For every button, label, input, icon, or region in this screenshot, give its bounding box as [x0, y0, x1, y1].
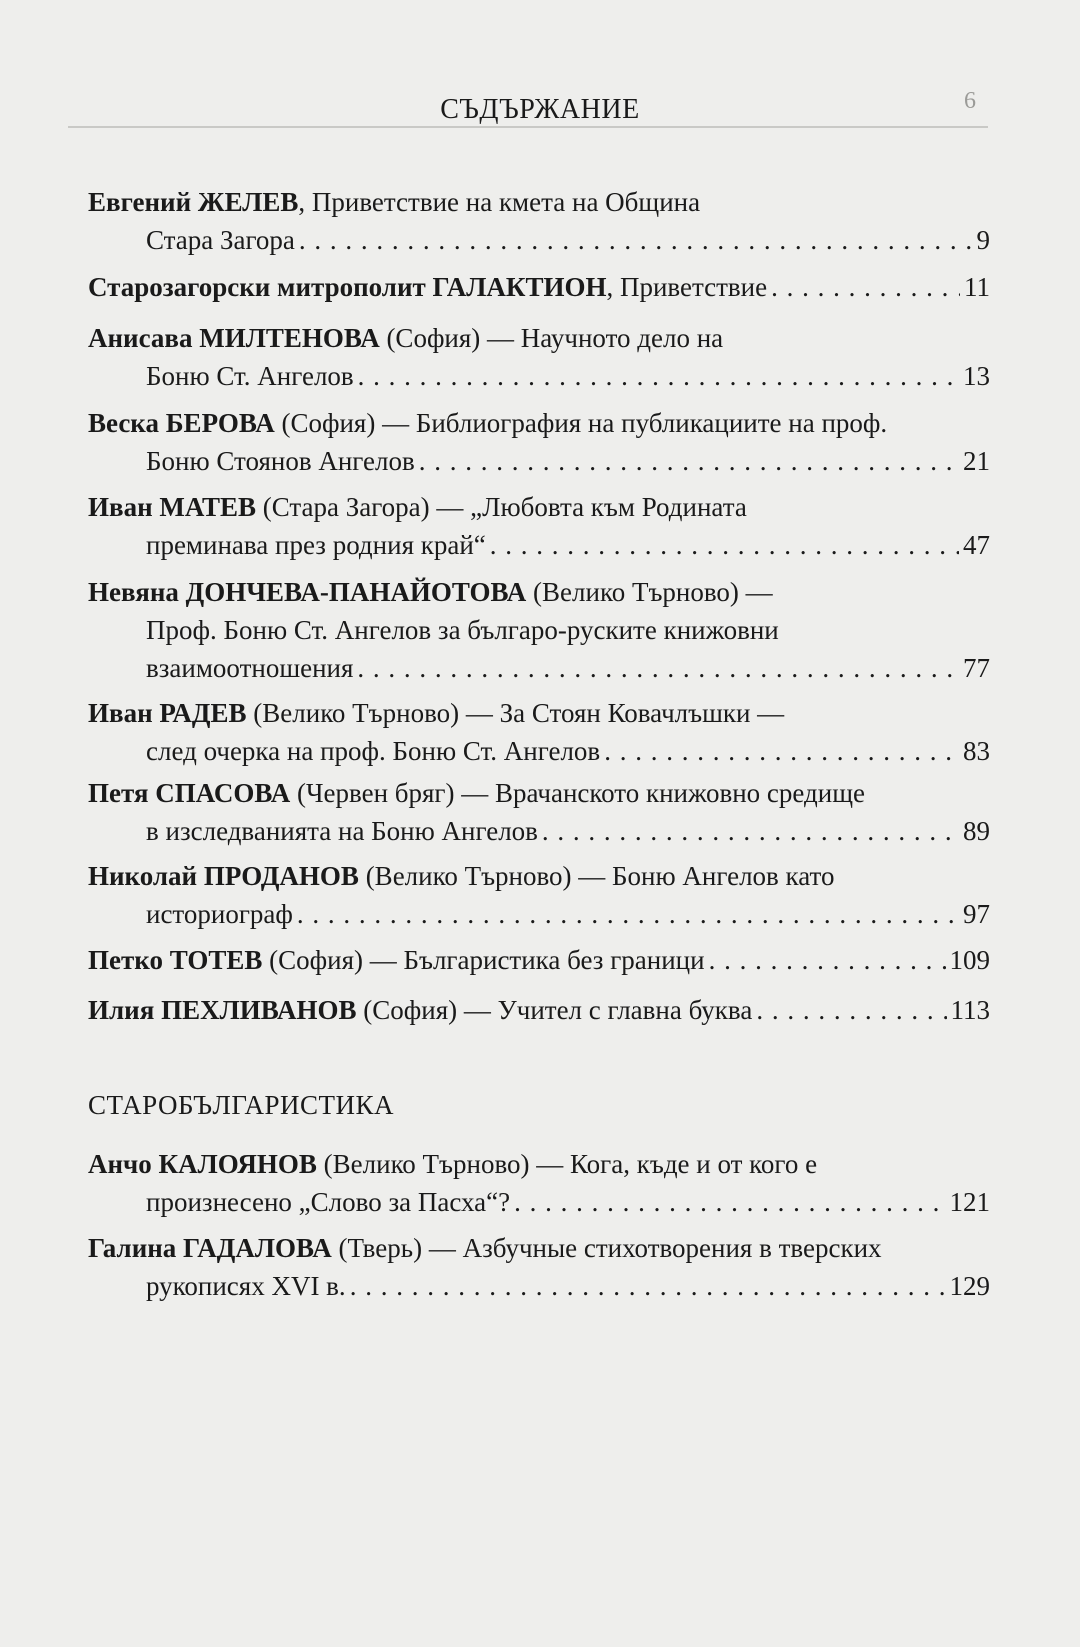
- dot-leader: [297, 895, 959, 933]
- page-title: СЪДЪРЖАНИЕ: [440, 94, 640, 125]
- toc-entry: [88, 694, 990, 770]
- page-ref: 9: [976, 225, 990, 255]
- dot-leader: [756, 991, 946, 1029]
- toc-entry: [88, 941, 990, 979]
- entry-title-cont: след очерка на проф. Боню Ст. Ангелов: [146, 736, 601, 766]
- entry-title: (София) — Българистика без граници: [262, 945, 705, 975]
- dot-leader: [604, 732, 959, 770]
- page-ref: 21: [963, 446, 990, 476]
- dot-leader: [419, 442, 959, 480]
- entry-title: , Приветствие: [606, 272, 768, 302]
- toc-entry: [88, 268, 990, 306]
- entry-title: (Велико Търново) — Кога, къде и от кого е: [316, 1149, 818, 1179]
- page-number: 6: [964, 88, 976, 114]
- dot-leader: [350, 1267, 946, 1305]
- toc-entry: [88, 488, 990, 564]
- author-name: Илия ПЕХЛИВАНОВ: [88, 995, 357, 1025]
- entry-title-cont: историограф: [146, 899, 293, 929]
- author-name: Петко ТОТЕВ: [88, 945, 263, 975]
- entry-title-cont: взаимоотношения: [146, 653, 354, 683]
- entry-title-cont: Стара Загора: [146, 225, 295, 255]
- entry-title: (Червен бряг) — Врачанското книжовно средище: [290, 778, 865, 808]
- author-name: Петя СПАСОВА: [88, 778, 291, 808]
- author-name: Галина ГАДАЛОВА: [88, 1233, 332, 1263]
- author-name: Старозагорски митрополит ГАЛАКТИОН: [88, 272, 607, 302]
- toc-entry: [88, 183, 990, 259]
- toc-entry: [88, 857, 990, 933]
- entry-title: (Велико Търново) — За Стоян Ковачлъшки —: [246, 698, 785, 728]
- entry-title-cont: Боню Ст. Ангелов: [146, 361, 354, 391]
- entry-title: (Велико Търново) —: [526, 577, 773, 607]
- dot-leader: [299, 221, 973, 259]
- entry-title: (София) — Научното дело на: [379, 323, 724, 353]
- page-ref: 109: [949, 945, 990, 975]
- author-name: Евгений ЖЕЛЕВ: [88, 187, 299, 217]
- toc-entry: [88, 319, 990, 395]
- dot-leader: [709, 941, 946, 979]
- page-ref: 11: [964, 272, 990, 302]
- author-name: Невяна ДОНЧЕВА-ПАНАЙОТОВА: [88, 577, 527, 607]
- page-ref: 113: [950, 995, 990, 1025]
- toc-entry: [88, 991, 990, 1029]
- dot-leader: [357, 649, 959, 687]
- entry-title-cont: в изследванията на Боню Ангелов: [146, 816, 538, 846]
- entry-title: (Велико Търново) — Боню Ангелов като: [358, 861, 835, 891]
- author-name: Анчо КАЛОЯНОВ: [88, 1149, 317, 1179]
- page-ref: 47: [963, 530, 990, 560]
- author-name: Иван РАДЕВ: [88, 698, 247, 728]
- entry-title-cont: преминава през родния край“: [146, 530, 486, 560]
- page-ref: 97: [963, 899, 990, 929]
- toc-entry: [88, 1145, 990, 1221]
- entry-title-cont: произнесено „Слово за Пасха“?: [146, 1187, 511, 1217]
- page-ref: 83: [963, 736, 990, 766]
- entry-title-cont: Проф. Боню Ст. Ангелов за българо-руските книжовни: [146, 615, 779, 645]
- author-name: Николай ПРОДАНОВ: [88, 861, 359, 891]
- page-ref: 121: [949, 1187, 990, 1217]
- entry-title: (Тверь) — Азбучные стихотворения в тверских: [331, 1233, 882, 1263]
- page-ref: 13: [963, 361, 990, 391]
- dot-leader: [514, 1183, 945, 1221]
- toc-entry: [88, 774, 990, 850]
- toc-entry: [88, 573, 990, 687]
- entry-title: (Стара Загора) — „Любовта към Родината: [256, 492, 747, 522]
- dot-leader: [542, 812, 959, 850]
- entry-title: , Приветствие на кмета на Община: [298, 187, 701, 217]
- author-name: Иван МАТЕВ: [88, 492, 257, 522]
- page-ref: 77: [963, 653, 990, 683]
- author-name: Веска БЕРОВА: [88, 408, 275, 438]
- entry-title-cont: рукописях XVI в.: [146, 1271, 346, 1301]
- entry-title-cont: Боню Стоянов Ангелов: [146, 446, 415, 476]
- section-heading: СТАРОБЪЛГАРИСТИКА: [88, 1090, 395, 1120]
- toc-entry: [88, 404, 990, 480]
- page-ref: 129: [949, 1271, 990, 1301]
- dot-leader: [771, 268, 960, 306]
- toc-entry: [88, 1229, 990, 1305]
- entry-title: (София) — Учител с главна буква: [356, 995, 753, 1025]
- header-divider: [68, 126, 988, 128]
- dot-leader: [358, 357, 959, 395]
- page-ref: 89: [963, 816, 990, 846]
- author-name: Анисава МИЛТЕНОВА: [88, 323, 380, 353]
- dot-leader: [490, 526, 959, 564]
- entry-title: (София) — Библиография на публикациите на проф.: [274, 408, 888, 438]
